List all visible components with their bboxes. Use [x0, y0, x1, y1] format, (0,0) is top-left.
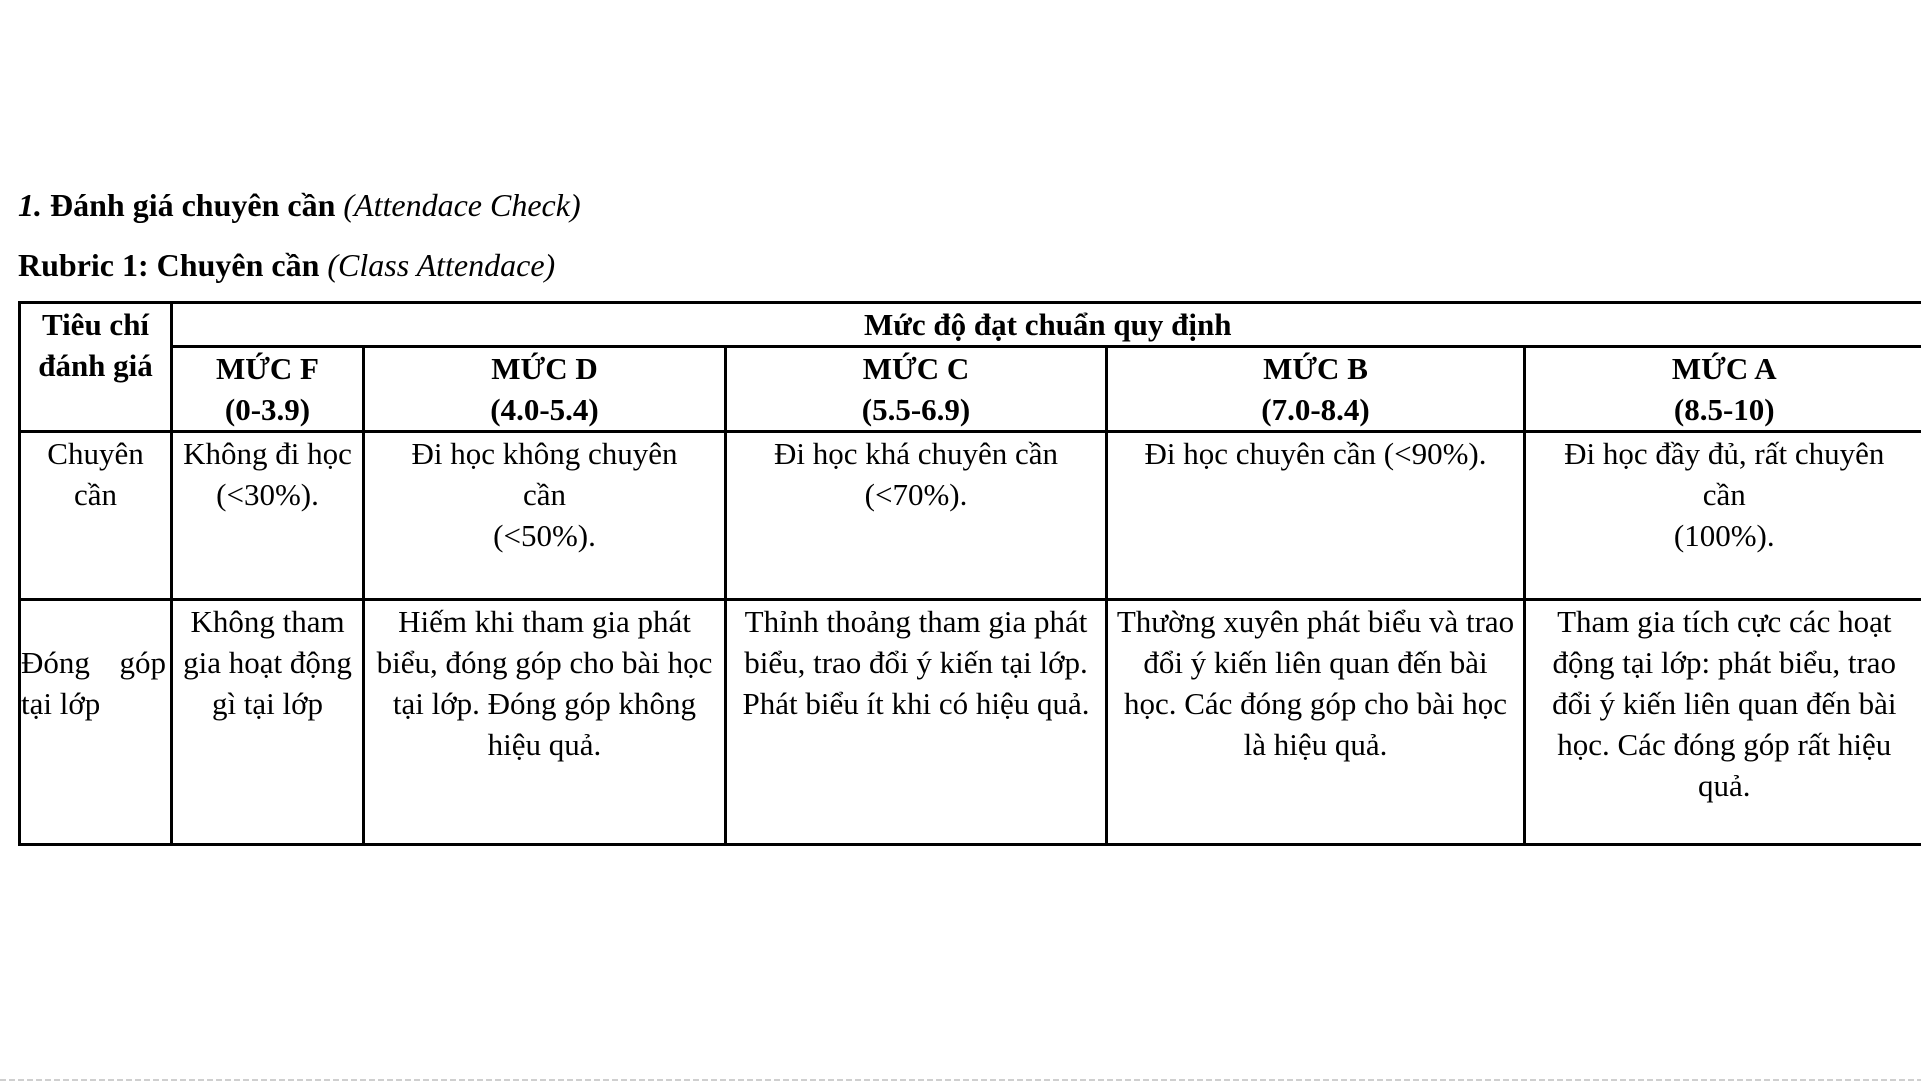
descriptor-line: biểu, đóng góp cho bài học — [376, 645, 713, 680]
descriptor-line: là hiệu quả. — [1243, 727, 1388, 762]
descriptor-cell — [364, 432, 726, 600]
descriptor-line: (<50%). — [493, 518, 596, 553]
descriptor-line: hiệu quả. — [487, 727, 602, 762]
criterion-line: tại lớp — [21, 686, 101, 721]
descriptor-line: đổi ý kiến liên quan đến bài — [1143, 645, 1488, 680]
descriptor-line: Không tham — [190, 604, 345, 639]
descriptor-cell — [726, 600, 1107, 845]
descriptor-line: (<30%). — [216, 477, 319, 512]
criteria-header-line: Tiêu chí — [41, 307, 150, 342]
rubric-title-english: (Class Attendace) — [327, 247, 556, 283]
descriptor-line: Đi học khá chuyên cần — [773, 436, 1059, 471]
descriptor-line: quả. — [1698, 768, 1751, 803]
rubric-heading — [18, 245, 555, 285]
descriptor-line: tại lớp. Đóng góp không — [392, 686, 697, 721]
level-f-cell — [172, 347, 364, 432]
level-range: (7.0-8.4) — [1261, 392, 1370, 427]
rubric-title: Rubric 1: Chuyên cần — [18, 247, 320, 283]
descriptor-line: Tham gia tích cực các hoạt — [1557, 604, 1892, 639]
descriptor-line: Thỉnh thoảng tham gia phát — [744, 604, 1088, 639]
level-d-cell — [364, 347, 726, 432]
level-range: (5.5-6.9) — [861, 392, 971, 427]
descriptor-cell — [172, 432, 364, 600]
descriptor-cell — [172, 600, 364, 845]
level-b-cell — [1107, 347, 1525, 432]
table-header-row — [20, 303, 1921, 347]
descriptor-line: Thường xuyên phát biểu và trao — [1116, 604, 1515, 639]
descriptor-cell — [1525, 432, 1921, 600]
level-a-cell — [1525, 347, 1921, 432]
criterion-cell — [20, 432, 172, 600]
level-range: (4.0-5.4) — [490, 392, 599, 427]
criteria-header-line: đánh giá — [38, 348, 153, 383]
rubric-table — [18, 301, 1921, 846]
descriptor-line: học. Các đóng góp rất hiệu — [1557, 727, 1892, 762]
level-title: MỨC D — [491, 351, 598, 386]
descriptor-cell — [1525, 600, 1921, 845]
section-title-english: (Attendace Check) — [343, 187, 581, 223]
descriptor-line: (<70%). — [864, 477, 968, 512]
level-title: MỨC C — [862, 351, 970, 386]
descriptor-cell — [726, 432, 1107, 600]
criterion-cell — [20, 600, 172, 845]
level-title: MỨC B — [1263, 351, 1368, 386]
criterion-line: Chuyên — [47, 436, 144, 471]
section-number: 1. — [18, 187, 42, 223]
section-heading — [18, 185, 581, 225]
level-c-cell — [726, 347, 1107, 432]
levels-row — [20, 347, 1921, 432]
descriptor-line: đổi ý kiến liên quan đến bài — [1552, 686, 1897, 721]
descriptor-line: Hiếm khi tham gia phát — [398, 604, 691, 639]
descriptor-line: Đi học đầy đủ, rất chuyên — [1564, 436, 1885, 471]
descriptor-line: Đi học chuyên cần (<90%). — [1144, 436, 1487, 471]
descriptor-line: cần — [1702, 477, 1746, 512]
level-title: MỨC F — [215, 351, 319, 386]
descriptor-line: cần — [522, 477, 567, 512]
descriptor-cell — [1107, 600, 1525, 845]
levels-header-cell: Mức độ đạt chuẩn quy định — [172, 303, 1921, 347]
descriptor-line: gia hoạt động — [183, 645, 352, 680]
criterion-line: cần — [73, 477, 118, 512]
descriptor-line: học. Các đóng góp cho bài học — [1123, 686, 1508, 721]
descriptor-cell — [1107, 432, 1525, 600]
criteria-header-cell — [20, 303, 172, 432]
descriptor-line: gì tại lớp — [211, 686, 324, 721]
descriptor-line: Không đi học — [183, 436, 352, 471]
descriptor-line: (100%). — [1673, 518, 1775, 553]
descriptor-line: biểu, trao đổi ý kiến tại lớp. — [744, 645, 1088, 680]
descriptor-line: Phát biểu ít khi có hiệu quả. — [742, 686, 1090, 721]
level-range: (0-3.9) — [224, 392, 311, 427]
section-title: Đánh giá chuyên cần — [50, 187, 336, 223]
level-range: (8.5-10) — [1673, 392, 1775, 427]
table-row — [20, 432, 1921, 600]
criterion-line: Đóng góp — [21, 645, 166, 680]
descriptor-line: động tại lớp: phát biểu, trao — [1552, 645, 1897, 680]
table-row — [20, 600, 1921, 845]
descriptor-line: Đi học không chuyên — [411, 436, 678, 471]
level-title: MỨC A — [1671, 351, 1777, 386]
descriptor-cell — [364, 600, 726, 845]
